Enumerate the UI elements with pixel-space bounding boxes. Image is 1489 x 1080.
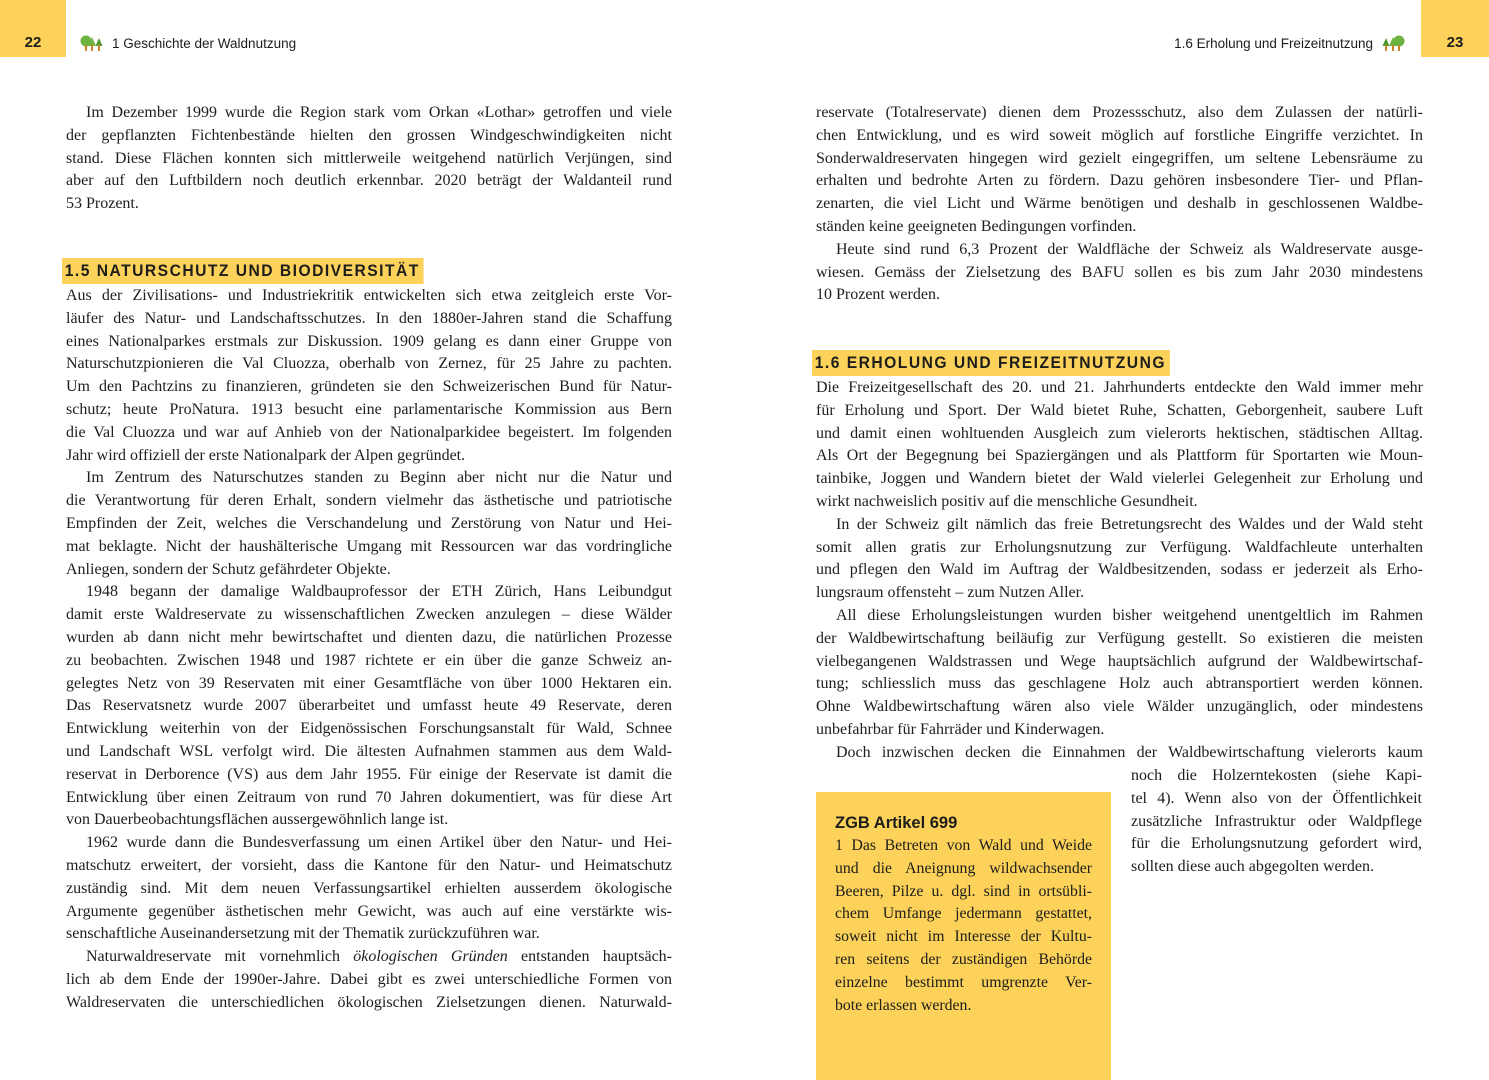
text-line: chem Umfange jedermann gestattet, — [835, 905, 1092, 923]
text-line: Entwicklung über einen Zeitraum von rund 70 Jahren dokumentiert, was für diese Art — [66, 788, 672, 806]
page-number-tab-left — [0, 0, 66, 57]
text-line: gelegtes Netz von 39 Reservaten mit einer Gesamtfläche von über 1000 Hektaren ein. — [66, 674, 672, 692]
text-line: und damit einen wohltuenden Ausgleich zum vielerorts hektischen, städtischen Alltag. — [816, 424, 1423, 442]
italic-phrase: ökologischen Gründen — [353, 948, 508, 966]
text-line: In der Schweiz gilt nämlich das freie Betretungsrecht des Waldes und der Wald steht — [836, 515, 1423, 533]
text-line: zu beobachten. Zwischen 1948 und 1987 richtete er ein über die ganze Schweiz an- — [66, 651, 672, 669]
page-number: 23 — [1446, 34, 1464, 51]
right-intro-text — [816, 102, 1423, 307]
text-line: aber auf den Luftbildern noch deutlich erkennbar. 2020 beträgt der Waldanteil rund — [66, 172, 672, 190]
sidebox-text — [835, 835, 1092, 1017]
text-line: 10 Prozent werden. — [816, 286, 940, 304]
text-line: bote erlassen werden. — [835, 996, 972, 1014]
section-heading-1-5: 1.5 NATURSCHUTZ UND BIODIVERSITÄT — [62, 258, 423, 284]
text-line: Anliegen, sondern der Schutz gefährdeter Objekte. — [66, 560, 391, 578]
text-line: schutz; heute ProNatura. 1913 besucht eine parlamentarische Kommission aus Bern — [66, 400, 672, 418]
text-line: 53 Prozent. — [66, 195, 139, 213]
text-line: stand. Diese Flächen konnten sich mittlerweile weitgehend natürlich Verjüngen, sind — [66, 149, 672, 167]
running-head-text: 1 Geschichte der Waldnutzung — [112, 35, 297, 51]
text-line: für Erholung und Sport. Der Wald bietet Ruhe, Schatten, Geborgenheit, saubere Luft — [816, 401, 1423, 419]
text-line: Um den Pachtzins zu finanzieren, gründeten sie den Schweizerischen Bund für Natur- — [66, 378, 672, 396]
text-line: Das Reservatsnetz wurde 2007 überarbeitet und umfasst heute 49 Reservate, deren — [66, 697, 672, 715]
text-line: All diese Erholungsleistungen wurden bisher weitgehend unentgeltlich im Rahmen — [836, 606, 1423, 624]
text-line: Waldreservaten die unterschiedlichen ökologischen Zielsetzungen dienen. Naturwald- — [66, 993, 672, 1011]
text-line: Jahr wird offiziell der erste Nationalpark der Alpen gegründet. — [66, 446, 466, 464]
running-head-text: 1.6 Erholung und Freizeitnutzung — [1174, 35, 1373, 51]
text-line: sollten diese auch abgegolten werden. — [1131, 858, 1375, 876]
text-segment: entstanden hauptsäch- — [521, 948, 673, 966]
text-line — [66, 946, 672, 969]
text-line: von Dauerbeobachtungsflächen aussergewöhnlich lange ist. — [66, 811, 449, 829]
text-line: reservate (Totalreservate) dienen dem Prozessschutz, also dem Zulassen der natürli- — [816, 104, 1423, 121]
text-line: senschaftliche Auseinandersetzung mit der Thematik zurückzuführen war. — [66, 925, 540, 943]
text-line: Argumente gegenüber ästhetischen mehr Gewicht, was auch auf eine verstärkte wis- — [66, 902, 672, 920]
right-body-text — [816, 377, 1423, 765]
running-head-left — [80, 34, 296, 52]
text-line: zenarten, die viel Licht und Wärme benötigen und deshalb in geschlossenen Waldbe- — [816, 195, 1423, 213]
text-line: zusätzliche Infrastruktur oder Waldpflege — [1131, 812, 1422, 830]
text-line: Als Ort der Begegnung bei Spaziergängen und als Plattform für Sportarten wie Moun- — [816, 447, 1423, 465]
trees-icon — [1381, 34, 1405, 52]
text-line: ständen keine geeigneten Bedingungen vorfinden. — [816, 217, 1137, 235]
sidebox-title: ZGB Artikel 699 — [835, 814, 958, 832]
text-line: 1948 begann der damalige Waldbauprofessor der ETH Zürich, Hans Leibundgut — [86, 583, 672, 601]
text-line: Beeren, Pilze u. dgl. sind in ortsübli- — [835, 882, 1092, 900]
text-line: tainbike, Joggen und Wandern bietet der Wald vielerlei Gelegenheit zur Erholung und — [816, 470, 1423, 488]
text-line: Doch inzwischen decken die Einnahmen der Waldbewirtschaftung vielerorts kaum — [836, 743, 1423, 761]
trees-icon — [80, 34, 104, 52]
text-line: Im Dezember 1999 wurde die Region stark vom Orkan «Lothar» getroffen und viele — [86, 104, 672, 121]
text-line: einzelne bestimmt umgrenzte Ver- — [835, 973, 1092, 991]
text-line: unbefahrbar für Fahrräder und Kinderwagen. — [816, 720, 1105, 738]
text-line: soweit nicht im Interesse der Kultu- — [835, 928, 1092, 946]
text-line: reservat in Derborence (VS) aus dem Jahr 1955. Für einige der Reservate ist damit die — [66, 765, 672, 783]
text-line: 1962 wurde dann die Bundesverfassung um einen Artikel über den Natur- und Hei- — [86, 834, 672, 852]
text-line: chen Entwicklung, und es wird soweit möglich auf forstliche Eingriffe verzichtet. In — [816, 126, 1423, 144]
page-number-tab-right — [1421, 0, 1489, 57]
text-line: eines Nationalparkes erstmals zur Diskussion. 1909 gelang es dann einer Gruppe von — [66, 332, 672, 350]
text-line: wiesen. Gemäss der Zielsetzung des BAFU sollen es bis zum Jahr 2030 mindestens — [816, 263, 1423, 281]
text-line: die Val Cluozza und war auf Anhieb von der Nationalparkidee begeistert. Im folgenden — [66, 423, 672, 441]
text-line: Empfinden der Zeit, welches die Verschandelung und Zerstörung von Natur und Hei- — [66, 514, 672, 532]
text-line: Aus der Zivilisations- und Industriekritik entwickelten sich etwa zeitgleich erste Vor- — [66, 287, 672, 304]
left-body-text — [66, 285, 672, 1015]
text-line: noch die Holzerntekosten (siehe Kapi- — [1131, 767, 1422, 784]
text-line: damit erste Waldreservate zu wissenschaftlichen Zwecken anzulegen – diese Wälder — [66, 606, 672, 624]
text-line: lich ab dem Ende der 1990er-Jahre. Dabei gibt es zwei unterschiedliche Formen von — [66, 970, 672, 988]
left-intro-text — [66, 102, 672, 216]
text-line: die Verantwortung für deren Erhalt, sondern vielmehr das ästhetische und patriotische — [66, 492, 672, 510]
text-line: Naturschutzpionieren die Val Cluozza, oberhalb von Zernez, für 25 Jahre zu pachten. — [66, 355, 672, 373]
running-head-right — [1174, 34, 1405, 52]
right-narrow-text — [1131, 765, 1422, 879]
zgb-article-sidebox — [816, 792, 1111, 1080]
text-line: Entwicklung weiterhin von der Eidgenössischen Forschungsanstalt für Wald, Schnee — [66, 720, 672, 738]
section-heading-1-6: 1.6 ERHOLUNG UND FREIZEITNUTZUNG — [812, 350, 1170, 376]
text-line: mat beklagte. Nicht der haushälterische Umgang mit Ressourcen war das vordringliche — [66, 537, 672, 555]
text-line: Im Zentrum des Naturschutzes standen zu Beginn aber nicht nur die Natur und — [86, 469, 672, 487]
text-line: erhalten und bedrohte Arten zu fördern. Dazu gehören insbesondere Tier- und Pflan- — [816, 172, 1423, 190]
page-number: 22 — [24, 34, 42, 51]
text-line: wirkt nachweislich positiv auf die menschliche Gesundheit. — [816, 492, 1198, 510]
text-line: lungsraum offensteht – zum Nutzen Aller. — [816, 584, 1085, 602]
text-line: wurden ab dann nicht mehr bewirtschaftet und dienten dazu, die natürlichen Prozesse — [66, 628, 672, 646]
text-line: matschutz erweitert, der vorsieht, dass die Kantone für den Natur- und Heimatschutz — [66, 856, 672, 874]
text-line: tel 4). Wenn also von der Öffentlichkeit — [1131, 789, 1422, 807]
text-line: und pflegen den Wald im Auftrag der Waldbesitzenden, sodass er jederzeit als Erho- — [816, 561, 1423, 579]
text-line: Ohne Waldbewirtschaftung wären also viele Wälder unzugänglich, oder mindestens — [816, 698, 1423, 716]
text-segment: Naturwaldreservate mit vornehmlich — [86, 948, 340, 966]
text-line: 1 Das Betreten von Wald und Weide — [835, 837, 1092, 854]
text-line: vielbegangenen Waldstrassen und Wege hauptsächlich aufgrund der Waldbewirtschaf- — [816, 652, 1423, 670]
text-line: der Waldbewirtschaftung beiläufig zur Verfügung gestellt. So existieren die meisten — [816, 629, 1423, 647]
text-line: Die Freizeitgesellschaft des 20. und 21. Jahrhunderts entdeckte den Wald immer mehr — [816, 379, 1423, 396]
text-line: der gepflanzten Fichtenbestände hielten den grossen Windgeschwindigkeiten nicht — [66, 126, 672, 144]
text-line: und Landschaft WSL verfolgt wird. Die ältesten Aufnahmen stammen aus dem Wald- — [66, 742, 672, 760]
text-line: für die Erholungsnutzung gefordert wird, — [1131, 835, 1422, 853]
text-line: tung; schliesslich muss das geschlagene Holz auch abtransportiert werden können. — [816, 675, 1423, 693]
text-line: Heute sind rund 6,3 Prozent der Waldfläche der Schweiz als Waldreservate ausge- — [836, 240, 1423, 258]
text-line: Sonderwaldreservaten hingegen wird gezielt eingegriffen, um seltene Lebensräume zu — [816, 149, 1423, 167]
text-line: somit allen gratis zur Erholungsnutzung zur Verfügung. Waldfachleute unterhalten — [816, 538, 1423, 556]
text-line: ren seitens der zuständigen Behörde — [835, 950, 1092, 968]
text-line: läufer des Natur- und Landschaftsschutzes. In den 1880er-Jahren stand die Schaffung — [66, 309, 672, 327]
text-line: zuständig sind. Mit dem neuen Verfassungsartikel erhielten ausserdem ökologische — [66, 879, 672, 897]
text-line: und die Aneignung wildwachsender — [835, 859, 1092, 877]
